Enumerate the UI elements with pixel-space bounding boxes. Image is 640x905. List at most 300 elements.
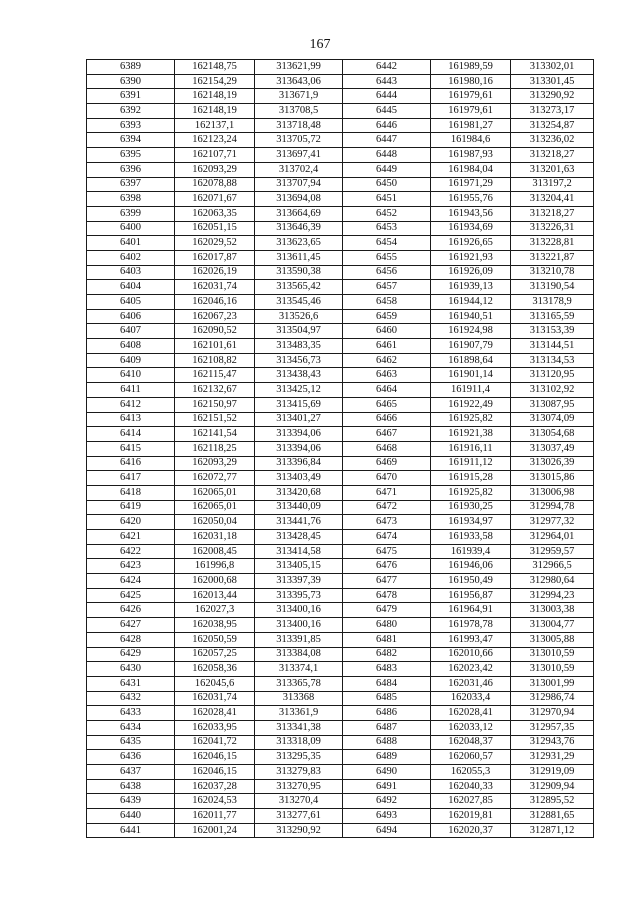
point-number-left-cell: 6402 xyxy=(87,250,175,265)
y-coordinate-right-cell: 312957,35 xyxy=(511,720,594,735)
y-coordinate-right-cell: 313204,41 xyxy=(511,192,594,207)
x-coordinate-right-cell: 161980,16 xyxy=(431,74,511,89)
table-row xyxy=(87,265,594,280)
x-coordinate-left-cell: 162148,75 xyxy=(175,60,255,75)
x-coordinate-left-cell: 162137,1 xyxy=(175,118,255,133)
y-coordinate-left-cell: 313590,38 xyxy=(255,265,343,280)
y-coordinate-left-cell: 313708,5 xyxy=(255,104,343,119)
y-coordinate-right-cell: 313102,92 xyxy=(511,383,594,398)
table-row xyxy=(87,456,594,471)
y-coordinate-right-cell: 312959,57 xyxy=(511,544,594,559)
x-coordinate-right-cell: 162048,37 xyxy=(431,735,511,750)
point-number-right-cell: 6455 xyxy=(343,250,431,265)
table-row xyxy=(87,412,594,427)
point-number-right-cell: 6464 xyxy=(343,383,431,398)
table-row xyxy=(87,177,594,192)
y-coordinate-right-cell: 313144,51 xyxy=(511,339,594,354)
x-coordinate-left-cell: 162029,52 xyxy=(175,236,255,251)
point-number-left-cell: 6428 xyxy=(87,632,175,647)
y-coordinate-left-cell: 313394,06 xyxy=(255,441,343,456)
y-coordinate-left-cell: 313697,41 xyxy=(255,148,343,163)
x-coordinate-left-cell: 162008,45 xyxy=(175,544,255,559)
x-coordinate-left-cell: 162027,3 xyxy=(175,603,255,618)
point-number-left-cell: 6408 xyxy=(87,339,175,354)
table-row xyxy=(87,368,594,383)
x-coordinate-right-cell: 161915,28 xyxy=(431,471,511,486)
x-coordinate-left-cell: 162132,67 xyxy=(175,383,255,398)
point-number-right-cell: 6465 xyxy=(343,397,431,412)
y-coordinate-left-cell: 313504,97 xyxy=(255,324,343,339)
y-coordinate-right-cell: 313226,31 xyxy=(511,221,594,236)
y-coordinate-right-cell: 313120,95 xyxy=(511,368,594,383)
point-number-left-cell: 6396 xyxy=(87,162,175,177)
point-number-left-cell: 6415 xyxy=(87,441,175,456)
x-coordinate-left-cell: 162017,87 xyxy=(175,250,255,265)
point-number-left-cell: 6411 xyxy=(87,383,175,398)
y-coordinate-right-cell: 313001,99 xyxy=(511,676,594,691)
y-coordinate-right-cell: 312943,76 xyxy=(511,735,594,750)
table-row xyxy=(87,750,594,765)
point-number-right-cell: 6468 xyxy=(343,441,431,456)
x-coordinate-left-cell: 162108,82 xyxy=(175,353,255,368)
y-coordinate-right-cell: 312919,09 xyxy=(511,765,594,780)
point-number-left-cell: 6427 xyxy=(87,618,175,633)
point-number-left-cell: 6413 xyxy=(87,412,175,427)
y-coordinate-left-cell: 313664,69 xyxy=(255,206,343,221)
x-coordinate-right-cell: 161939,13 xyxy=(431,280,511,295)
point-number-right-cell: 6449 xyxy=(343,162,431,177)
y-coordinate-right-cell: 313218,27 xyxy=(511,148,594,163)
x-coordinate-left-cell: 162148,19 xyxy=(175,89,255,104)
point-number-left-cell: 6422 xyxy=(87,544,175,559)
point-number-right-cell: 6482 xyxy=(343,647,431,662)
point-number-left-cell: 6392 xyxy=(87,104,175,119)
point-number-right-cell: 6489 xyxy=(343,750,431,765)
y-coordinate-right-cell: 313005,88 xyxy=(511,632,594,647)
y-coordinate-left-cell: 313396,84 xyxy=(255,456,343,471)
y-coordinate-left-cell: 313425,12 xyxy=(255,383,343,398)
point-number-left-cell: 6433 xyxy=(87,706,175,721)
point-number-right-cell: 6458 xyxy=(343,295,431,310)
point-number-left-cell: 6440 xyxy=(87,809,175,824)
point-number-left-cell: 6399 xyxy=(87,206,175,221)
x-coordinate-left-cell: 162024,53 xyxy=(175,794,255,809)
x-coordinate-left-cell: 161996,8 xyxy=(175,559,255,574)
table-row xyxy=(87,515,594,530)
y-coordinate-right-cell: 313190,54 xyxy=(511,280,594,295)
x-coordinate-left-cell: 162001,24 xyxy=(175,823,255,838)
point-number-right-cell: 6462 xyxy=(343,353,431,368)
point-number-left-cell: 6426 xyxy=(87,603,175,618)
x-coordinate-right-cell: 161911,12 xyxy=(431,456,511,471)
x-coordinate-left-cell: 162154,29 xyxy=(175,74,255,89)
page-number: 167 xyxy=(309,37,331,52)
table-row xyxy=(87,250,594,265)
point-number-right-cell: 6454 xyxy=(343,236,431,251)
y-coordinate-left-cell: 313295,35 xyxy=(255,750,343,765)
table-row xyxy=(87,559,594,574)
point-number-right-cell: 6472 xyxy=(343,500,431,515)
x-coordinate-left-cell: 162033,95 xyxy=(175,720,255,735)
x-coordinate-left-cell: 162148,19 xyxy=(175,104,255,119)
point-number-left-cell: 6393 xyxy=(87,118,175,133)
point-number-right-cell: 6474 xyxy=(343,530,431,545)
y-coordinate-left-cell: 313365,78 xyxy=(255,676,343,691)
y-coordinate-right-cell: 313197,2 xyxy=(511,177,594,192)
point-number-right-cell: 6481 xyxy=(343,632,431,647)
point-number-left-cell: 6404 xyxy=(87,280,175,295)
y-coordinate-left-cell: 313400,16 xyxy=(255,603,343,618)
y-coordinate-left-cell: 313400,16 xyxy=(255,618,343,633)
point-number-right-cell: 6473 xyxy=(343,515,431,530)
point-number-right-cell: 6457 xyxy=(343,280,431,295)
x-coordinate-right-cell: 162023,42 xyxy=(431,662,511,677)
y-coordinate-left-cell: 313438,43 xyxy=(255,368,343,383)
point-number-left-cell: 6434 xyxy=(87,720,175,735)
x-coordinate-left-cell: 162078,88 xyxy=(175,177,255,192)
x-coordinate-right-cell: 162019,81 xyxy=(431,809,511,824)
point-number-right-cell: 6488 xyxy=(343,735,431,750)
point-number-right-cell: 6492 xyxy=(343,794,431,809)
point-number-left-cell: 6403 xyxy=(87,265,175,280)
point-number-right-cell: 6447 xyxy=(343,133,431,148)
y-coordinate-left-cell: 313414,58 xyxy=(255,544,343,559)
x-coordinate-left-cell: 162118,25 xyxy=(175,441,255,456)
y-coordinate-left-cell: 313623,65 xyxy=(255,236,343,251)
y-coordinate-right-cell: 313228,81 xyxy=(511,236,594,251)
point-number-right-cell: 6460 xyxy=(343,324,431,339)
point-number-left-cell: 6437 xyxy=(87,765,175,780)
table-body xyxy=(87,60,594,838)
x-coordinate-right-cell: 161993,47 xyxy=(431,632,511,647)
y-coordinate-right-cell: 312909,94 xyxy=(511,779,594,794)
point-number-left-cell: 6430 xyxy=(87,662,175,677)
point-number-left-cell: 6405 xyxy=(87,295,175,310)
x-coordinate-left-cell: 162107,71 xyxy=(175,148,255,163)
y-coordinate-right-cell: 313010,59 xyxy=(511,647,594,662)
y-coordinate-right-cell: 313178,9 xyxy=(511,295,594,310)
y-coordinate-right-cell: 313210,78 xyxy=(511,265,594,280)
y-coordinate-left-cell: 313374,1 xyxy=(255,662,343,677)
point-number-left-cell: 6401 xyxy=(87,236,175,251)
y-coordinate-left-cell: 313401,27 xyxy=(255,412,343,427)
table-row xyxy=(87,662,594,677)
x-coordinate-left-cell: 162057,25 xyxy=(175,647,255,662)
y-coordinate-right-cell: 313006,98 xyxy=(511,485,594,500)
x-coordinate-left-cell: 162072,77 xyxy=(175,471,255,486)
x-coordinate-left-cell: 162090,52 xyxy=(175,324,255,339)
point-number-right-cell: 6480 xyxy=(343,618,431,633)
x-coordinate-left-cell: 162050,04 xyxy=(175,515,255,530)
point-number-left-cell: 6400 xyxy=(87,221,175,236)
point-number-right-cell: 6452 xyxy=(343,206,431,221)
point-number-right-cell: 6479 xyxy=(343,603,431,618)
point-number-right-cell: 6451 xyxy=(343,192,431,207)
x-coordinate-right-cell: 161971,29 xyxy=(431,177,511,192)
y-coordinate-right-cell: 313301,45 xyxy=(511,74,594,89)
x-coordinate-right-cell: 162031,46 xyxy=(431,676,511,691)
x-coordinate-left-cell: 162071,67 xyxy=(175,192,255,207)
y-coordinate-right-cell: 312970,94 xyxy=(511,706,594,721)
point-number-right-cell: 6471 xyxy=(343,485,431,500)
table-row xyxy=(87,676,594,691)
point-number-left-cell: 6432 xyxy=(87,691,175,706)
y-coordinate-left-cell: 313646,39 xyxy=(255,221,343,236)
y-coordinate-left-cell: 313441,76 xyxy=(255,515,343,530)
point-number-right-cell: 6491 xyxy=(343,779,431,794)
point-number-right-cell: 6463 xyxy=(343,368,431,383)
table-row xyxy=(87,588,594,603)
y-coordinate-left-cell: 313394,06 xyxy=(255,427,343,442)
x-coordinate-right-cell: 161956,87 xyxy=(431,588,511,603)
point-number-left-cell: 6421 xyxy=(87,530,175,545)
x-coordinate-right-cell: 162028,41 xyxy=(431,706,511,721)
y-coordinate-right-cell: 313153,39 xyxy=(511,324,594,339)
x-coordinate-right-cell: 161978,78 xyxy=(431,618,511,633)
x-coordinate-right-cell: 161933,58 xyxy=(431,530,511,545)
point-number-left-cell: 6389 xyxy=(87,60,175,75)
x-coordinate-right-cell: 162033,12 xyxy=(431,720,511,735)
y-coordinate-left-cell: 313565,42 xyxy=(255,280,343,295)
point-number-right-cell: 6446 xyxy=(343,118,431,133)
x-coordinate-left-cell: 162151,52 xyxy=(175,412,255,427)
point-number-left-cell: 6391 xyxy=(87,89,175,104)
table-row xyxy=(87,236,594,251)
point-number-left-cell: 6435 xyxy=(87,735,175,750)
y-coordinate-right-cell: 312994,23 xyxy=(511,588,594,603)
y-coordinate-right-cell: 313026,39 xyxy=(511,456,594,471)
x-coordinate-left-cell: 162046,15 xyxy=(175,765,255,780)
y-coordinate-left-cell: 313702,4 xyxy=(255,162,343,177)
x-coordinate-left-cell: 162065,01 xyxy=(175,500,255,515)
table-row xyxy=(87,89,594,104)
x-coordinate-left-cell: 162031,74 xyxy=(175,280,255,295)
y-coordinate-left-cell: 313279,83 xyxy=(255,765,343,780)
point-number-right-cell: 6493 xyxy=(343,809,431,824)
y-coordinate-left-cell: 313368 xyxy=(255,691,343,706)
y-coordinate-right-cell: 313201,63 xyxy=(511,162,594,177)
x-coordinate-right-cell: 161901,14 xyxy=(431,368,511,383)
x-coordinate-right-cell: 161964,91 xyxy=(431,603,511,618)
y-coordinate-right-cell: 313037,49 xyxy=(511,441,594,456)
y-coordinate-right-cell: 312931,29 xyxy=(511,750,594,765)
x-coordinate-left-cell: 162011,77 xyxy=(175,809,255,824)
y-coordinate-left-cell: 313643,06 xyxy=(255,74,343,89)
table-row xyxy=(87,118,594,133)
y-coordinate-left-cell: 313707,94 xyxy=(255,177,343,192)
table-row xyxy=(87,221,594,236)
x-coordinate-right-cell: 161955,76 xyxy=(431,192,511,207)
point-number-left-cell: 6406 xyxy=(87,309,175,324)
x-coordinate-right-cell: 161987,93 xyxy=(431,148,511,163)
y-coordinate-left-cell: 313671,9 xyxy=(255,89,343,104)
x-coordinate-left-cell: 162038,95 xyxy=(175,618,255,633)
point-number-left-cell: 6410 xyxy=(87,368,175,383)
y-coordinate-right-cell: 313015,86 xyxy=(511,471,594,486)
y-coordinate-right-cell: 313134,53 xyxy=(511,353,594,368)
x-coordinate-right-cell: 161925,82 xyxy=(431,412,511,427)
point-number-right-cell: 6469 xyxy=(343,456,431,471)
table-row xyxy=(87,735,594,750)
table-row xyxy=(87,280,594,295)
x-coordinate-right-cell: 162020,37 xyxy=(431,823,511,838)
table-row xyxy=(87,309,594,324)
x-coordinate-right-cell: 161926,09 xyxy=(431,265,511,280)
x-coordinate-right-cell: 161984,04 xyxy=(431,162,511,177)
y-coordinate-right-cell: 313254,87 xyxy=(511,118,594,133)
y-coordinate-left-cell: 313420,68 xyxy=(255,485,343,500)
x-coordinate-right-cell: 161939,4 xyxy=(431,544,511,559)
y-coordinate-left-cell: 313391,85 xyxy=(255,632,343,647)
table-row xyxy=(87,500,594,515)
x-coordinate-left-cell: 162000,68 xyxy=(175,574,255,589)
table-row xyxy=(87,383,594,398)
point-number-right-cell: 6478 xyxy=(343,588,431,603)
table-row xyxy=(87,324,594,339)
x-coordinate-right-cell: 161946,06 xyxy=(431,559,511,574)
table-row xyxy=(87,353,594,368)
y-coordinate-left-cell: 313440,09 xyxy=(255,500,343,515)
x-coordinate-right-cell: 161898,64 xyxy=(431,353,511,368)
y-coordinate-right-cell: 312895,52 xyxy=(511,794,594,809)
x-coordinate-right-cell: 162060,57 xyxy=(431,750,511,765)
point-number-right-cell: 6453 xyxy=(343,221,431,236)
y-coordinate-right-cell: 312966,5 xyxy=(511,559,594,574)
point-number-right-cell: 6448 xyxy=(343,148,431,163)
x-coordinate-right-cell: 161979,61 xyxy=(431,104,511,119)
table-row xyxy=(87,295,594,310)
y-coordinate-left-cell: 313526,6 xyxy=(255,309,343,324)
x-coordinate-right-cell: 161911,4 xyxy=(431,383,511,398)
x-coordinate-right-cell: 161922,49 xyxy=(431,397,511,412)
y-coordinate-left-cell: 313318,09 xyxy=(255,735,343,750)
point-number-right-cell: 6490 xyxy=(343,765,431,780)
point-number-right-cell: 6476 xyxy=(343,559,431,574)
table-row xyxy=(87,632,594,647)
table-row xyxy=(87,206,594,221)
y-coordinate-left-cell: 313428,45 xyxy=(255,530,343,545)
x-coordinate-right-cell: 161921,38 xyxy=(431,427,511,442)
y-coordinate-left-cell: 313270,4 xyxy=(255,794,343,809)
point-number-left-cell: 6394 xyxy=(87,133,175,148)
y-coordinate-left-cell: 313705,72 xyxy=(255,133,343,148)
point-number-right-cell: 6494 xyxy=(343,823,431,838)
table-row xyxy=(87,647,594,662)
point-number-left-cell: 6417 xyxy=(87,471,175,486)
table-row xyxy=(87,148,594,163)
x-coordinate-left-cell: 162026,19 xyxy=(175,265,255,280)
point-number-right-cell: 6487 xyxy=(343,720,431,735)
y-coordinate-right-cell: 313004,77 xyxy=(511,618,594,633)
x-coordinate-right-cell: 162010,66 xyxy=(431,647,511,662)
point-number-right-cell: 6443 xyxy=(343,74,431,89)
y-coordinate-left-cell: 313611,45 xyxy=(255,250,343,265)
y-coordinate-left-cell: 313694,08 xyxy=(255,192,343,207)
point-number-left-cell: 6423 xyxy=(87,559,175,574)
y-coordinate-right-cell: 313302,01 xyxy=(511,60,594,75)
x-coordinate-right-cell: 161940,51 xyxy=(431,309,511,324)
table-row xyxy=(87,720,594,735)
y-coordinate-right-cell: 313165,59 xyxy=(511,309,594,324)
x-coordinate-left-cell: 162045,6 xyxy=(175,676,255,691)
y-coordinate-left-cell: 313403,49 xyxy=(255,471,343,486)
x-coordinate-right-cell: 161921,93 xyxy=(431,250,511,265)
y-coordinate-left-cell: 313545,46 xyxy=(255,295,343,310)
table-row xyxy=(87,339,594,354)
point-number-right-cell: 6484 xyxy=(343,676,431,691)
point-number-left-cell: 6409 xyxy=(87,353,175,368)
x-coordinate-right-cell: 161925,82 xyxy=(431,485,511,500)
x-coordinate-left-cell: 162150,97 xyxy=(175,397,255,412)
y-coordinate-right-cell: 313236,02 xyxy=(511,133,594,148)
y-coordinate-left-cell: 313270,95 xyxy=(255,779,343,794)
table-row xyxy=(87,471,594,486)
table-row xyxy=(87,162,594,177)
point-number-left-cell: 6431 xyxy=(87,676,175,691)
y-coordinate-right-cell: 313003,38 xyxy=(511,603,594,618)
point-number-left-cell: 6420 xyxy=(87,515,175,530)
x-coordinate-left-cell: 162050,59 xyxy=(175,632,255,647)
point-number-left-cell: 6398 xyxy=(87,192,175,207)
point-number-left-cell: 6414 xyxy=(87,427,175,442)
point-number-left-cell: 6425 xyxy=(87,588,175,603)
y-coordinate-right-cell: 312977,32 xyxy=(511,515,594,530)
table-row xyxy=(87,192,594,207)
table-row xyxy=(87,809,594,824)
y-coordinate-left-cell: 313361,9 xyxy=(255,706,343,721)
x-coordinate-left-cell: 162067,23 xyxy=(175,309,255,324)
x-coordinate-left-cell: 162141,54 xyxy=(175,427,255,442)
y-coordinate-right-cell: 312994,78 xyxy=(511,500,594,515)
point-number-left-cell: 6438 xyxy=(87,779,175,794)
table-row xyxy=(87,441,594,456)
x-coordinate-right-cell: 162033,4 xyxy=(431,691,511,706)
y-coordinate-left-cell: 313341,38 xyxy=(255,720,343,735)
table-row xyxy=(87,530,594,545)
table-row xyxy=(87,544,594,559)
point-number-right-cell: 6485 xyxy=(343,691,431,706)
y-coordinate-left-cell: 313405,15 xyxy=(255,559,343,574)
x-coordinate-right-cell: 162040,33 xyxy=(431,779,511,794)
y-coordinate-right-cell: 312964,01 xyxy=(511,530,594,545)
x-coordinate-left-cell: 162123,24 xyxy=(175,133,255,148)
point-number-right-cell: 6456 xyxy=(343,265,431,280)
point-number-left-cell: 6390 xyxy=(87,74,175,89)
x-coordinate-left-cell: 162063,35 xyxy=(175,206,255,221)
x-coordinate-left-cell: 162046,16 xyxy=(175,295,255,310)
x-coordinate-right-cell: 161934,97 xyxy=(431,515,511,530)
point-number-left-cell: 6419 xyxy=(87,500,175,515)
y-coordinate-left-cell: 313483,35 xyxy=(255,339,343,354)
table-row xyxy=(87,765,594,780)
x-coordinate-right-cell: 161950,49 xyxy=(431,574,511,589)
point-number-left-cell: 6439 xyxy=(87,794,175,809)
x-coordinate-right-cell: 162027,85 xyxy=(431,794,511,809)
y-coordinate-right-cell: 313290,92 xyxy=(511,89,594,104)
point-number-right-cell: 6466 xyxy=(343,412,431,427)
y-coordinate-left-cell: 313290,92 xyxy=(255,823,343,838)
y-coordinate-right-cell: 312980,64 xyxy=(511,574,594,589)
x-coordinate-left-cell: 162051,15 xyxy=(175,221,255,236)
point-number-left-cell: 6429 xyxy=(87,647,175,662)
point-number-right-cell: 6470 xyxy=(343,471,431,486)
y-coordinate-left-cell: 313395,73 xyxy=(255,588,343,603)
x-coordinate-right-cell: 161979,61 xyxy=(431,89,511,104)
table-row xyxy=(87,485,594,500)
x-coordinate-left-cell: 162037,28 xyxy=(175,779,255,794)
x-coordinate-left-cell: 162065,01 xyxy=(175,485,255,500)
y-coordinate-right-cell: 313010,59 xyxy=(511,662,594,677)
